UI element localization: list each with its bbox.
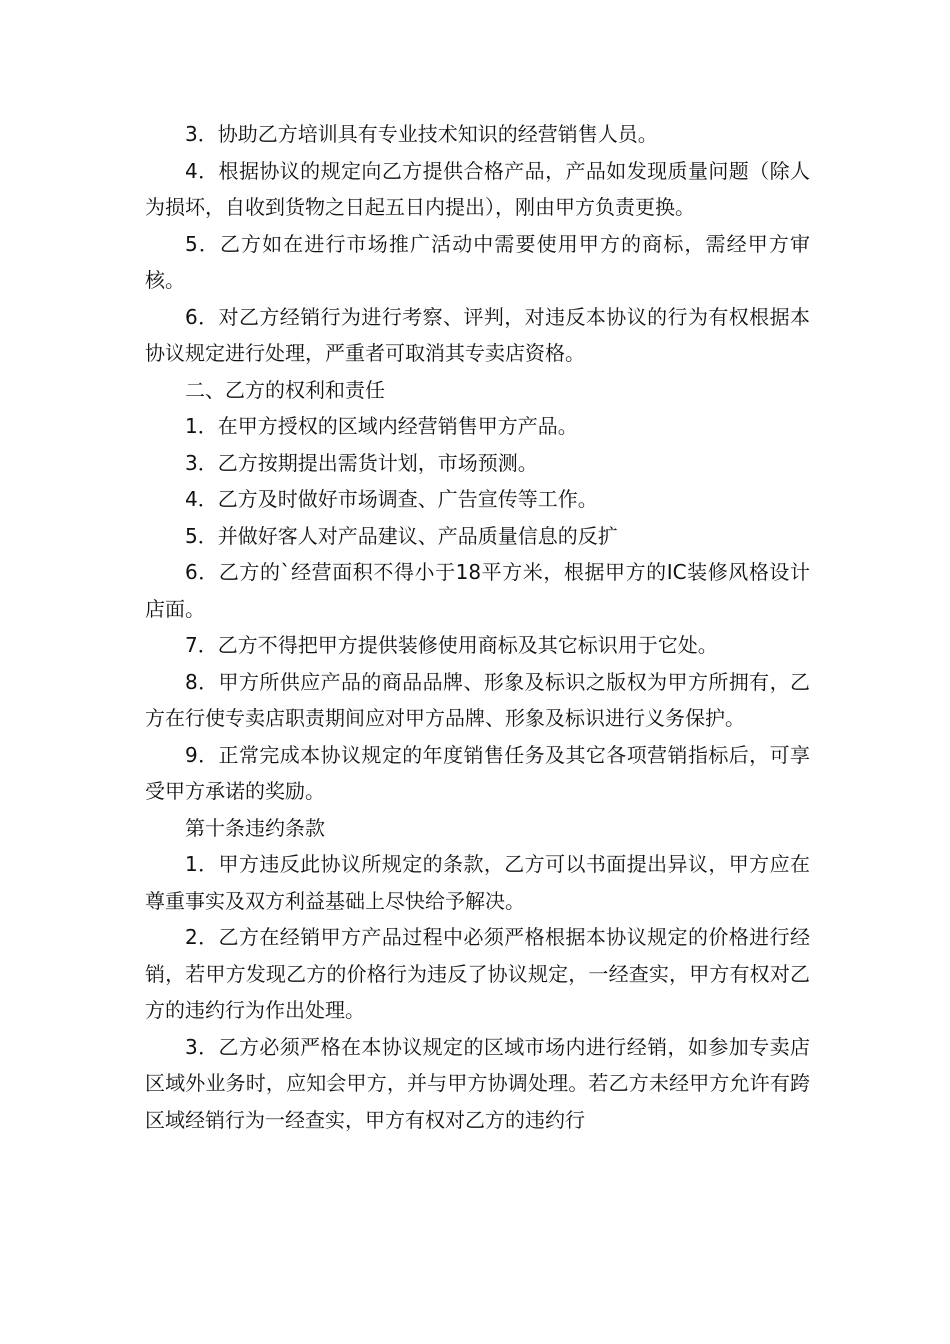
paragraph-party-a-products: 4．根据协议的规定向乙方提供合格产品，产品如发现质量问题（除人为损坏，自收到货物之日起五日内提出），刚由甲方负责更换。 [145,158,810,219]
paragraph-party-b-trademark-use: 7．乙方不得把甲方提供装修使用商标及其它标识用于它处。 [185,633,718,657]
paragraph-party-b-pricing: 2．乙方在经销甲方产品过程中必须严格根据本协议规定的价格进行经销，若甲方发现乙方的价格行为违反了协议规定，一经查实，甲方有权对乙方的违约行为作出处理。 [145,925,810,1022]
paragraph-party-b-demand-plan: 3．乙方按期提出需货计划，市场预测。 [185,450,538,475]
paragraph-inspection: 6．对乙方经销行为进行考察、评判，对违反本协议的行为有权根据本协议规定进行处理，严重者可取消其专卖店资格。 [145,304,810,365]
paragraph-party-b-feedback: 5．并做好客人对产品建议、产品质量信息的反扩 [185,523,618,548]
paragraph-party-a-training: 3．协助乙方培训具有专业技术知识的经营销售人员。 [185,122,658,146]
paragraph-sales-reward: 9．正常完成本协议规定的年度销售任务及其它各项营销指标后，可享受甲方承诺的奖励。 [145,742,810,803]
document-body [145,116,810,1138]
paragraph-party-b-region: 3．乙方必须严格在本协议规定的区域市场内进行经销，如参加专卖店区域外业务时，应知会甲方，并与甲方协调处理。若乙方未经甲方允许有跨区域经销行为一经查实，甲方有权对乙方的违约行 [145,1034,810,1132]
paragraph-brand-copyright: 8．甲方所供应产品的商品品牌、形象及标识之版权为甲方所拥有，乙方在行使专卖店职责期间应对甲方品牌、形象及标识进行义务保护。 [145,669,810,730]
paragraph-party-b-market-survey: 4．乙方及时做好市场调查、广告宣传等工作。 [185,487,598,511]
paragraph-party-b-store-area: 6．乙方的`经营面积不得小于18平方米，根据甲方的IC装修风格设计店面。 [145,560,810,621]
paragraph-party-a-breach: 1．甲方违反此协议所规定的条款，乙方可以书面提出异议，甲方应在尊重事实及双方利益基础上尽快给予解决。 [145,852,810,913]
section-heading-party-b-rights: 二、乙方的权利和责任 [185,377,385,402]
section-heading-article-ten: 第十条违约条款 [185,815,325,840]
paragraph-trademark-review: 5．乙方如在进行市场推广活动中需要使用甲方的商标，需经甲方审核。 [145,231,810,292]
paragraph-party-b-sales-area: 1．在甲方授权的区域内经营销售甲方产品。 [185,414,578,438]
